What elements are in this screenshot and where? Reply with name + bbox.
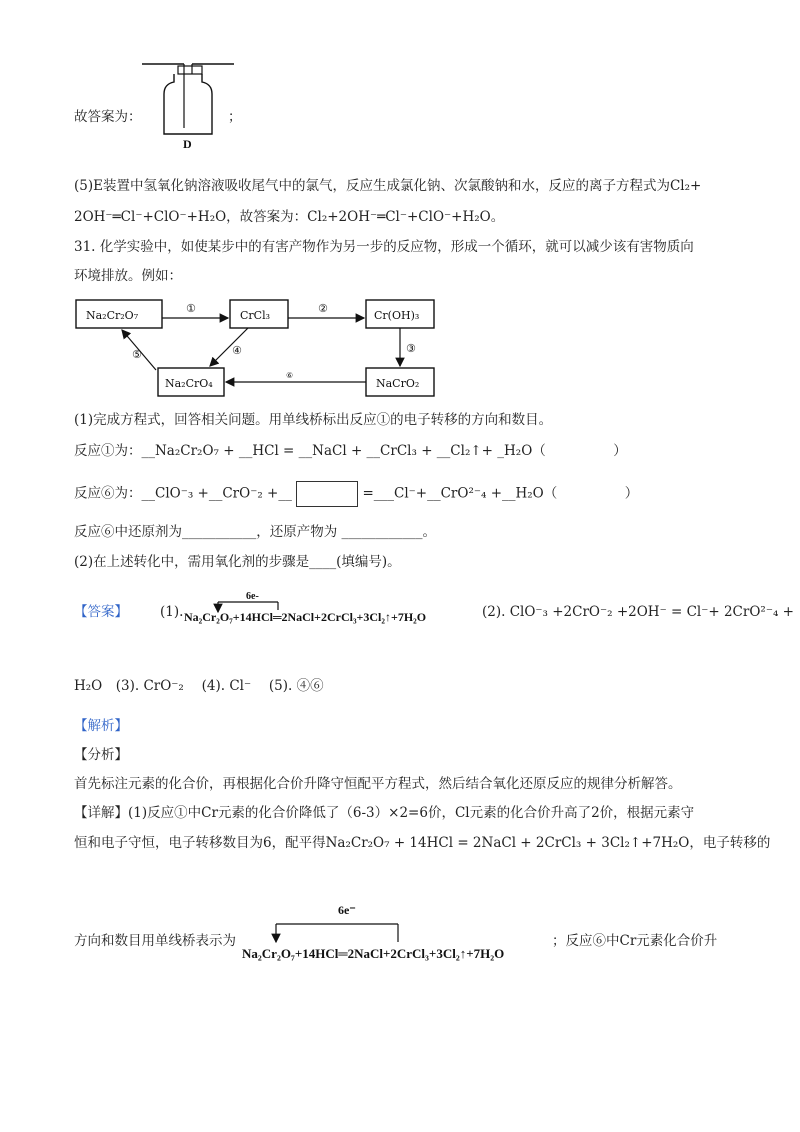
detail-line2: 恒和电子守恒，电子转移数目为6，配平得Na₂Cr₂O₇ + 14HCl = 2NaCl + 2CrCl₃ + 3Cl₂↑+7H₂O，电子转移的 [74,835,771,851]
answer-prefix: 故答案为： [74,109,142,125]
step1-label: ① [186,302,196,315]
detail-line3-suffix: ；反应⑥中Cr元素化合价升 [552,933,718,949]
box-nacro2-label: NaCrO₂ [376,377,420,390]
chromium-cycle-diagram [70,292,440,402]
reaction6-part2: =___Cl⁻+__CrO²⁻₄ +__H₂O（ ） [362,485,639,502]
reaction6-blank-box[interactable] [296,481,358,507]
gas-bottle-figure [138,52,238,152]
detail-electrons: 6e⁻ [338,903,356,917]
step6-label: ⑥ [286,371,294,380]
answer-line2: H₂O (3). CrO⁻₂ (4). Cl⁻ (5). ④⑥ [74,678,324,694]
answer-part1: (1). [160,604,184,620]
step5-label: ⑤ [132,348,142,361]
para5-line1: (5)E装置中氢氧化钠溶液吸收尾气中的氯气，反应生成氯化钠、次氯酸钠和水，反应的离子方程式为Cl₂+ [74,178,702,194]
answer-part2: (2). ClO⁻₃ +2CrO⁻₂ +2OH⁻ = Cl⁻+ 2CrO²⁻₄ + [482,604,794,620]
detail-equation: Na₂Cr₂O₇+14HCl═2NaCl+2CrCl₃+3Cl₂↑+7H₂O [242,946,505,961]
fenxi-text: 首先标注元素的化合价，再根据化合价升降守恒配平方程式，然后结合氧化还原反应的规律分析解答。 [74,776,682,792]
answer-label: 【答案】 [74,604,128,620]
detail-line3-prefix: 方向和数目用单线桥表示为 [74,933,236,949]
detail-line1: 【详解】(1)反应①中Cr元素的化合价降低了（6-3）×2=6价，Cl元素的化合价升高了2价，根据元素守 [74,805,695,821]
reaction6-question: 反应⑥中还原剂为___________，还原产物为 ____________。 [74,524,437,540]
step3-label: ③ [406,342,416,355]
answer-equation: Na₂Cr₂O₇+14HCl═2NaCl+2CrCl₃+3Cl₂↑+7H₂O [184,610,427,624]
reaction6-line [74,481,638,507]
step4-label: ④ [232,344,242,357]
sub2-text: (2)在上述转化中，需用氧化剂的步骤是____(填编号)。 [74,554,401,570]
box-croh3-label: Cr(OH)₃ [374,309,420,322]
para5-line2: 2OH⁻═Cl⁻+ClO⁻+H₂O，故答案为：Cl₂+2OH⁻═Cl⁻+ClO⁻+H₂O。 [74,209,505,225]
detail-bridge-equation [238,898,554,964]
answer-suffix: ； [228,109,242,125]
step2-label: ② [318,302,328,315]
reaction6-part1: 反应⑥为：__ClO⁻₃ +__CrO⁻₂ +__ [74,485,292,502]
reaction1-line: 反应①为：__Na₂Cr₂O₇ + __HCl = __NaCl + __CrCl₃ + __Cl₂↑+ _H₂O（ ） [74,443,627,459]
box-crcl3-label: CrCl₃ [240,309,271,322]
answer-bridge-equation [182,590,472,626]
fenxi-label: 【分析】 [74,747,128,763]
sub1-intro: (1)完成方程式，回答相关问题。用单线桥标出反应①的电子转移的方向和数目。 [74,412,553,428]
box-na2cr2o7-label: Na₂Cr₂O₇ [86,309,139,322]
q31-line1: 31. 化学实验中，如使某步中的有害产物作为另一步的反应物，形成一个循环，就可以减少该有害物质向 [74,239,694,255]
apparatus-label: D [183,137,192,151]
box-na2cro4-label: Na₂CrO₄ [165,377,213,390]
arrow-step4 [210,328,248,366]
answer-electrons: 6e- [246,591,259,602]
analysis-label: 【解析】 [74,718,128,734]
q31-line2: 环境排放。例如： [74,268,182,284]
